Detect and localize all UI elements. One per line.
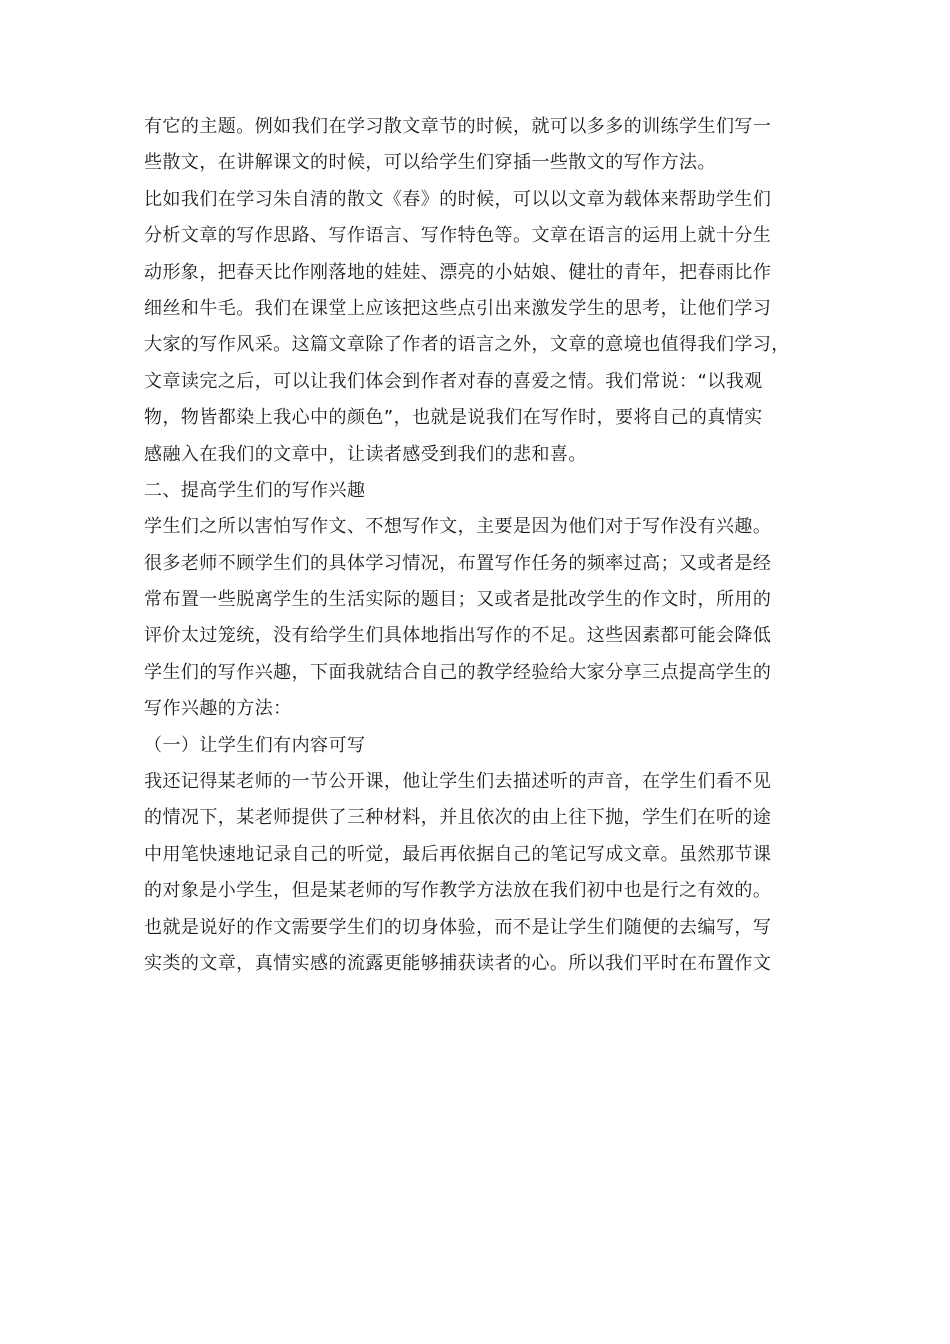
text-line: 文章读完之后，可以让我们体会到作者对春的喜爱之情。我们常说：“以我观 — [144, 370, 763, 392]
section-heading: 二、提高学生们的写作兴趣 — [144, 479, 366, 501]
text-line: 感融入在我们的文章中，让读者感受到我们的悲和喜。 — [144, 443, 587, 465]
text-line: 实类的文章，真情实感的流露更能够捕获读者的心。所以我们平时在布置作文 — [144, 952, 772, 974]
text-line: 大家的写作风采。这篇文章除了作者的语言之外，文章的意境也值得我们学习， — [144, 334, 790, 356]
text-line: 我还记得某老师的一节公开课，他让学生们去描述听的声音，在学生们看不见 — [144, 771, 772, 793]
text-line: 细丝和牛毛。我们在课堂上应该把这些点引出来激发学生的思考，让他们学习 — [144, 297, 772, 319]
text-line: 物，物皆都染上我心中的颜色”，也就是说我们在写作时，要将自己的真情实 — [144, 407, 763, 429]
text-line: 学生们的写作兴趣，下面我就结合自己的教学经验给大家分享三点提高学生的 — [144, 661, 772, 683]
text-line: 有它的主题。例如我们在学习散文章节的时候，就可以多多的训练学生们写一 — [144, 116, 772, 137]
text-line: 写作兴趣的方法： — [144, 698, 292, 720]
text-line: 中用笔快速地记录自己的听觉，最后再依据自己的笔记写成文章。虽然那节课 — [144, 843, 772, 865]
body-text — [144, 109, 814, 982]
text-line: 评价太过笼统，没有给学生们具体地指出写作的不足。这些因素都可能会降低 — [144, 625, 772, 647]
text-line: 动形象，把春天比作刚落地的娃娃、漂亮的小姑娘、健壮的青年，把春雨比作 — [144, 261, 772, 283]
text-line: 比如我们在学习朱自清的散文《春》的时候，可以以文章为载体来帮助学生们 — [144, 188, 772, 210]
subsection-heading: （一）让学生们有内容可写 — [144, 734, 366, 756]
text-line: 学生们之所以害怕写作文、不想写作文，主要是因为他们对于写作没有兴趣。 — [144, 516, 772, 538]
text-line: 的对象是小学生，但是某老师的写作教学方法放在我们初中也是行之有效的。 — [144, 880, 772, 902]
text-line: 的情况下，某老师提供了三种材料，并且依次的由上往下抛，学生们在听的途 — [144, 807, 772, 829]
text-line: 也就是说好的作文需要学生们的切身体验，而不是让学生们随便的去编写，写 — [144, 916, 772, 938]
text-line: 很多老师不顾学生们的具体学习情况，布置写作任务的频率过高；又或者是经 — [144, 552, 772, 574]
text-line: 些散文，在讲解课文的时候，可以给学生们穿插一些散文的写作方法。 — [144, 152, 716, 174]
text-line: 常布置一些脱离学生的生活实际的题目；又或者是批改学生的作文时，所用的 — [144, 589, 772, 611]
text-line: 分析文章的写作思路、写作语言、写作特色等。文章在语言的运用上就十分生 — [144, 225, 772, 247]
